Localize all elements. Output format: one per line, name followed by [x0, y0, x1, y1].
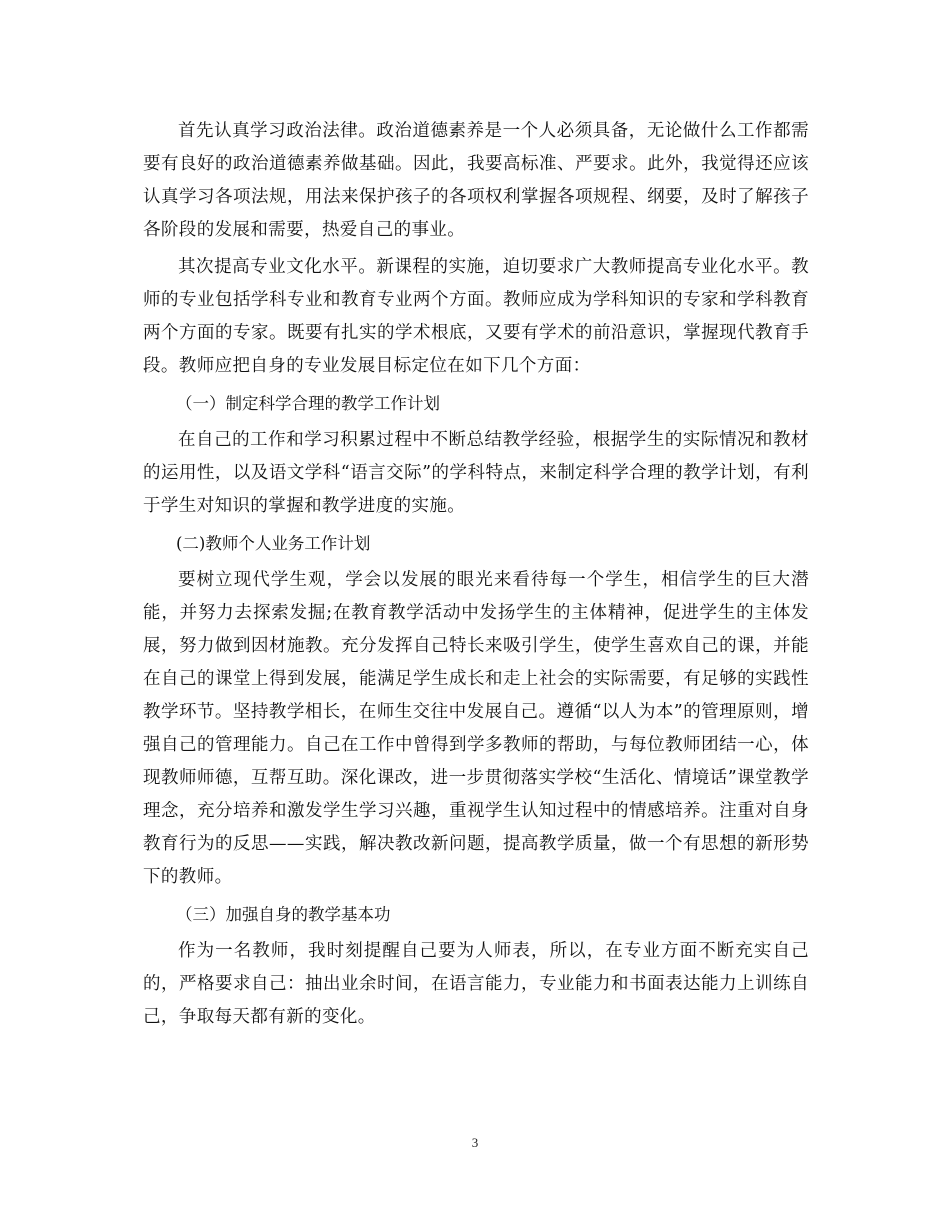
section-heading-1: （一）制定科学合理的教学工作计划 [176, 394, 440, 413]
section-heading-2: (二)教师个人业务工作计划 [176, 534, 371, 553]
paragraph-personal-work-plan: 要树立现代学生观，学会以发展的眼光来看待每一个学生，相信学生的巨大潜能，并努力去探索发掘;在教育教学活动中发扬学生的主体精神，促进学生的主体发展，努力做到因材施教。充分发挥自己特长来吸引学生，使学生喜欢自己的课，并能在自己的课堂上得到发展，能满足学生成长和走上社会的实际需要，有足够的实践性教学环节。坚持教学相长，在师生交往中发展自己。遵循“以人为本”的管理原则，增强自己的管理能力。自己在工作中曾得到学多教师的帮助，与每位教师团结一心，体现教师师德，互帮互助。深化课改，进一步贯彻落实学校“生活化、情境话”课堂教学理念，充分培养和激发学生学习兴趣，重视学生认知过程中的情感培养。注重对自身教育行为的反思——实践，解决教改新问题，提高教学质量，做一个有思想的新形势下的教师。 [143, 570, 809, 887]
section-heading-3: （三）加强自身的教学基本功 [176, 905, 391, 924]
document-body [143, 115, 809, 1034]
paragraph-professional-level: 其次提高专业文化水平。新课程的实施，迫切要求广大教师提高专业化水平。教师的专业包括学科专业和教育专业两个方面。教师应成为学科知识的专家和学科教育两个方面的专家。既要有扎实的学术根底，又要有学术的前沿意识，掌握现代教育手段。教师应把自身的专业发展目标定位在如下几个方面： [143, 257, 809, 376]
paragraph-basic-skills: 作为一名教师，我时刻提醒自己要为人师表，所以，在专业方面不断充实自己的，严格要求自己：抽出业余时间，在语言能力，专业能力和书面表达能力上训练自己，争取每天都有新的变化。 [143, 941, 809, 1027]
paragraph-teaching-plan: 在自己的工作和学习积累过程中不断总结教学经验，根据学生的实际情况和教材的运用性，以及语文学科“语言交际”的学科特点，来制定科学合理的教学计划，有利于学生对知识的掌握和教学进度的实施。 [143, 430, 809, 516]
paragraph-political-study: 首先认真学习政治法律。政治道德素养是一个人必须具备，无论做什么工作都需要有良好的政治道德素养做基础。因此，我要高标准、严要求。此外，我觉得还应该认真学习各项法规，用法来保护孩子的各项权利掌握各项规程、纲要，及时了解孩子各阶段的发展和需要，热爱自己的事业。 [143, 121, 809, 240]
page-number: 3 [471, 1135, 479, 1150]
